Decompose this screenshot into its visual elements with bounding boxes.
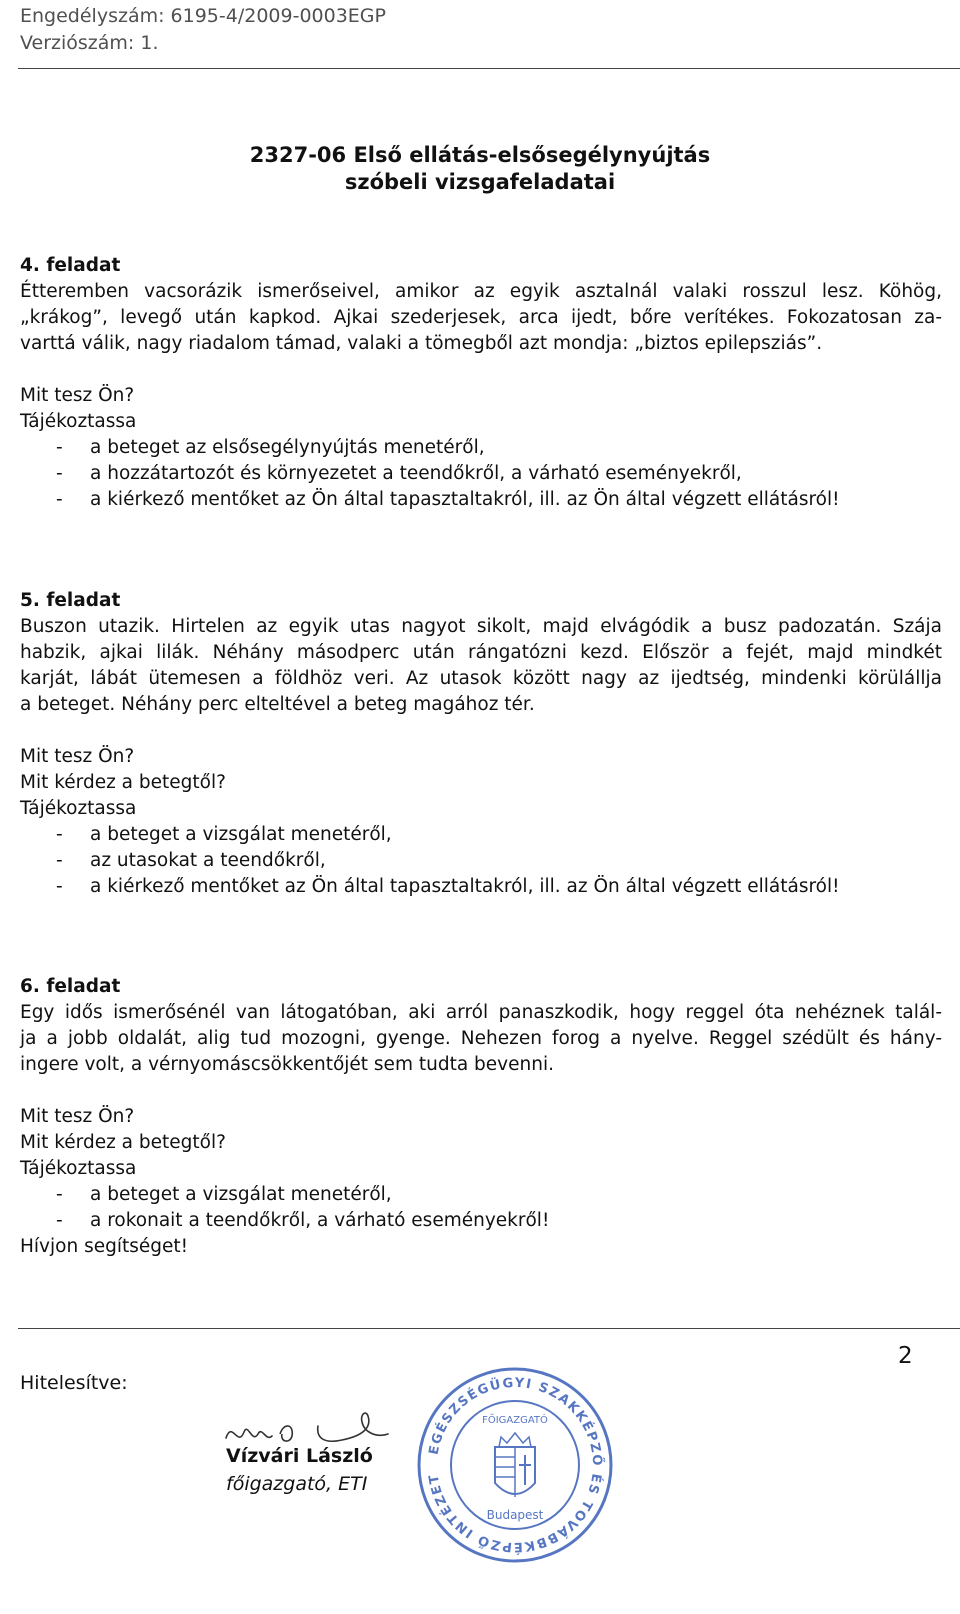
bullet-item (20, 435, 942, 461)
scenario-line: habzik, ajkai lilák. Néhány másodperc után rángatózni kezd. Először a fejét, majd mindkét (20, 642, 942, 663)
scenario-line: Buszon utazik. Hirtelen az egyik utas nagyot sikolt, majd elvágódik a busz padozatán. Szája (20, 616, 942, 637)
scenario-line: a beteget. Néhány perc elteltével a beteg magához tér. (20, 694, 535, 715)
task-5 (20, 588, 942, 900)
license-number: Engedélyszám: 6195-4/2009-0003EGP (20, 5, 386, 27)
bullet-item (20, 822, 942, 848)
scenario-line: Étteremben vacsorázik ismerőseivel, amikor az egyik asztalnál valaki rosszul lesz. Köhög, (20, 281, 942, 302)
bullet-text: a beteget a vizsgálat menetéről, (90, 824, 392, 845)
question: Mit kérdez a betegtől? (20, 1132, 226, 1153)
task-6 (20, 974, 942, 1260)
scenario-line: karját, lábát ütemesen a földhöz veri. Az utasok között nagy az ijedtség, mindenki körülállja (20, 668, 942, 689)
document-title (0, 142, 960, 196)
question: Tájékoztassa (20, 411, 137, 432)
signer-title: főigazgató, ETI (226, 1473, 368, 1495)
bullet-item (20, 848, 942, 874)
signer-name: Vízvári László (226, 1445, 373, 1467)
coat-of-arms-icon (495, 1433, 535, 1497)
bullet-item (20, 1182, 942, 1208)
bullet-item (20, 487, 942, 513)
bullet-text: a kiérkező mentőket az Ön által tapasztaltakról, ill. az Ön által végzett ellátásról! (90, 876, 840, 897)
task-scenario (20, 279, 942, 357)
bullet-dash: - (56, 1210, 63, 1231)
closing-instruction: Hívjon segítséget! (20, 1236, 189, 1257)
question: Mit tesz Ön? (20, 385, 135, 406)
version-number: Verziószám: 1. (20, 32, 159, 54)
question: Mit tesz Ön? (20, 1106, 135, 1127)
task-scenario (20, 614, 942, 718)
question: Mit tesz Ön? (20, 746, 135, 767)
bullet-text: a hozzátartozót és környezetet a teendőkről, a várható eseményekről, (90, 463, 742, 484)
task-4 (20, 253, 942, 513)
title-line-1: 2327-06 Első ellátás-elsősegélynyújtás (249, 143, 711, 167)
stamp-city: Budapest (486, 1508, 544, 1522)
question: Tájékoztassa (20, 798, 137, 819)
bullet-item (20, 1208, 942, 1234)
title-line-2: szóbeli vizsgafeladatai (344, 170, 616, 194)
document-header (20, 3, 386, 57)
task-heading: 4. feladat (20, 255, 121, 276)
bullet-dash: - (56, 876, 63, 897)
bullet-item (20, 874, 942, 900)
stamp-inner-text: FŐIGAZGATÓ (482, 1415, 548, 1426)
stamp-ring-text: EGÉSZSÉGÜGYI SZAKKÉPZŐ ÉS TOVÁBBKÉPZŐ INTÉZET (426, 1375, 605, 1555)
task-scenario (20, 1000, 942, 1078)
scenario-line: varttá válik, nagy riadalom támad, valaki a tömegből azt mondja: „biztos epilepsziás”. (20, 333, 823, 354)
authenticated-label: Hitelesítve: (20, 1372, 128, 1394)
bullet-dash: - (56, 1184, 63, 1205)
bullet-text: az utasokat a teendőkről, (90, 850, 326, 871)
bullet-item (20, 461, 942, 487)
page-number: 2 (898, 1343, 913, 1369)
scenario-line: Egy idős ismerősénél van látogatóban, aki arról panaszkodik, hogy reggel óta nehéznek talál- (20, 1002, 942, 1023)
bullet-dash: - (56, 824, 63, 845)
task-heading: 6. feladat (20, 976, 121, 997)
bullet-text: a beteget a vizsgálat menetéről, (90, 1184, 392, 1205)
bullet-text: a kiérkező mentőket az Ön által tapasztaltakról, ill. az Ön által végzett ellátásról! (90, 489, 840, 510)
scenario-line: ingere volt, a vérnyomáscsökkentőjét sem tudta bevenni. (20, 1054, 554, 1075)
bullet-dash: - (56, 850, 63, 871)
bullet-dash: - (56, 437, 63, 458)
question: Mit kérdez a betegtől? (20, 772, 226, 793)
scenario-line: ja a jobb oldalát, alig tud mozogni, gyenge. Nehezen forog a nyelve. Reggel szédült és hány- (20, 1028, 942, 1049)
header-divider (18, 68, 960, 69)
question: Tájékoztassa (20, 1158, 137, 1179)
footer-divider (18, 1328, 960, 1329)
official-stamp (415, 1365, 615, 1565)
task-heading: 5. feladat (20, 590, 121, 611)
bullet-text: a rokonait a teendőkről, a várható eseményekről! (90, 1210, 550, 1231)
bullet-text: a beteget az elsősegélynyújtás menetéről, (90, 437, 485, 458)
scenario-line: „krákog”, levegő után kapkod. Ajkai szederjesek, arca ijedt, bőre verítékes. Fokozatosan za- (20, 307, 942, 328)
bullet-dash: - (56, 463, 63, 484)
bullet-dash: - (56, 489, 63, 510)
